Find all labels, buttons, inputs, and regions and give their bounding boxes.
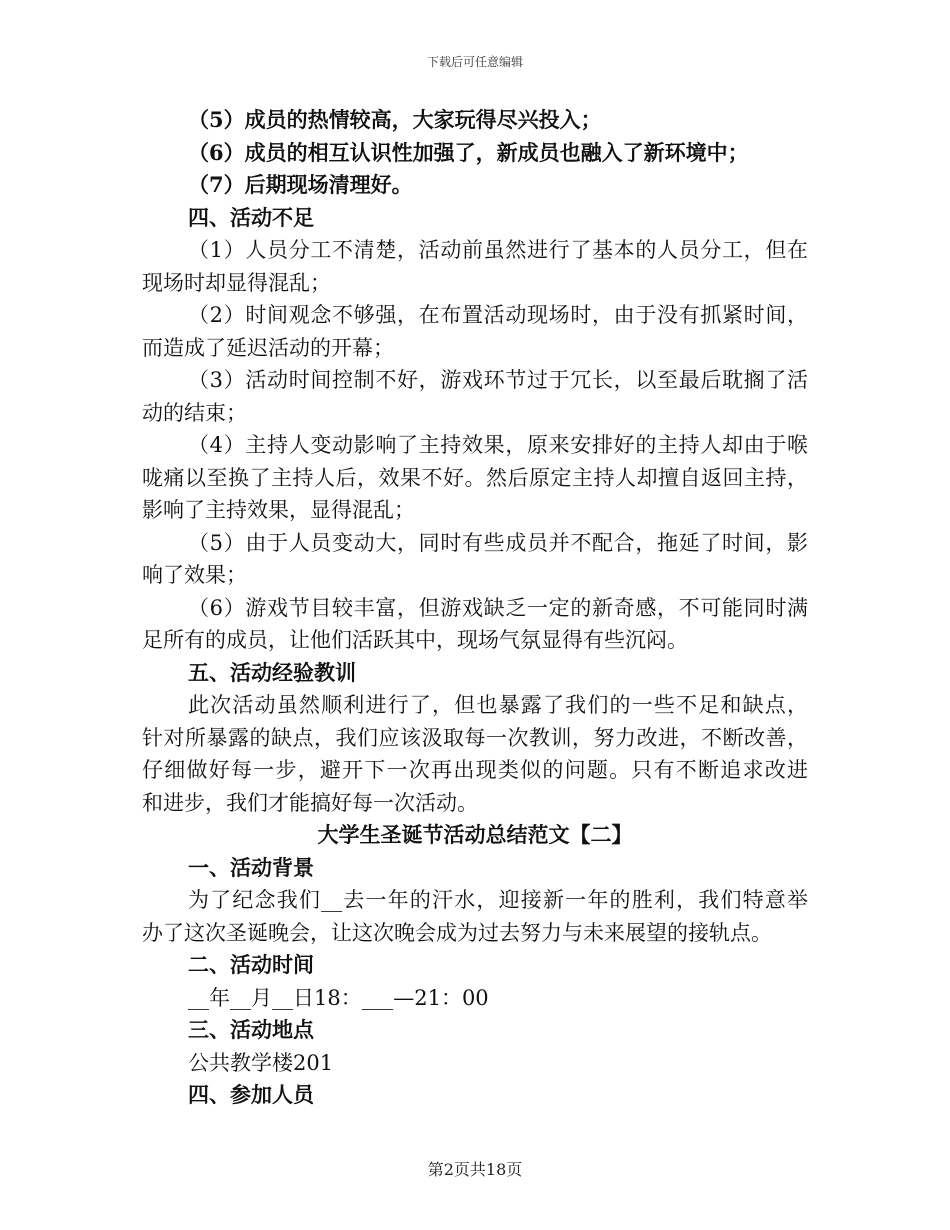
paragraph-line: 为了纪念我们__去一年的汗水，迎接新一年的胜利，我们特意举 xyxy=(188,888,808,912)
paragraph-line: 和进步，我们才能搞好每一次活动。 xyxy=(142,790,478,815)
paragraph-line: 影响了主持效果，显得混乱； xyxy=(142,498,415,522)
paragraph-line: 仔细做好每一步，避开下一次再出现类似的问题。只有不断追求改进 xyxy=(142,758,808,782)
document-subtitle: 大学生圣诞节活动总结范文【二】 xyxy=(317,822,633,847)
section-heading: 三、活动地点 xyxy=(188,1017,314,1042)
document-body xyxy=(142,104,808,1112)
paragraph-line: 现场时却显得混乱； xyxy=(142,270,331,295)
paragraph-line: （1）人员分工不清楚，活动前虽然进行了基本的人员分工，但在 xyxy=(188,238,808,262)
page-number: 第2页共18页 xyxy=(427,1160,523,1179)
paragraph-line: （6）游戏节目较丰富，但游戏缺乏一定的新奇感，不可能同时满 xyxy=(188,595,808,620)
section-heading: 四、参加人员 xyxy=(188,1082,314,1107)
list-item: （7）后期现场清理好。 xyxy=(188,172,413,197)
paragraph-line: 公共教学楼201 xyxy=(188,1050,334,1075)
paragraph-line: 办了这次圣诞晚会，让这次晚会成为过去努力与未来展望的接轨点。 xyxy=(142,920,772,945)
paragraph-line: 针对所暴露的缺点，我们应该汲取每一次教训，努力改进，不断改善， xyxy=(142,725,808,750)
paragraph-line: 动的结束； xyxy=(142,400,247,425)
paragraph-line: 咙痛以至换了主持人后，效果不好。然后原定主持人却擅自返回主持， xyxy=(142,465,808,490)
section-heading: 五、活动经验教训 xyxy=(188,659,356,685)
list-item: （6）成员的相互认识性加强了，新成员也融入了新环境中； xyxy=(188,139,749,165)
section-heading: 四、活动不足 xyxy=(188,204,314,230)
paragraph-line: __年__月__日18：___—21：00 xyxy=(188,985,489,1010)
paragraph-line: （5）由于人员变动大，同时有些成员并不配合，拖延了时间，影 xyxy=(188,530,808,555)
paragraph-line: 而造成了延迟活动的开幕； xyxy=(142,335,394,360)
paragraph-line: （2）时间观念不够强，在布置活动现场时，由于没有抓紧时间， xyxy=(188,303,808,327)
section-heading: 一、活动背景 xyxy=(188,854,314,880)
paragraph-line: 足所有的成员，让他们活跃其中，现场气氛显得有些沉闷。 xyxy=(142,628,688,652)
paragraph-line: （4）主持人变动影响了主持效果，原来安排好的主持人却由于喉 xyxy=(188,433,808,457)
page-header-note: 下载后可任意编辑 xyxy=(426,55,523,69)
paragraph-line: 响了效果； xyxy=(142,563,247,587)
paragraph-line: （3）活动时间控制不好，游戏环节过于冗长，以至最后耽搁了活 xyxy=(188,368,808,392)
section-heading: 二、活动时间 xyxy=(188,952,314,977)
paragraph-line: 此次活动虽然顺利进行了，但也暴露了我们的一些不足和缺点， xyxy=(188,693,808,717)
list-item: （5）成员的热情较高，大家玩得尽兴投入； xyxy=(188,107,602,132)
